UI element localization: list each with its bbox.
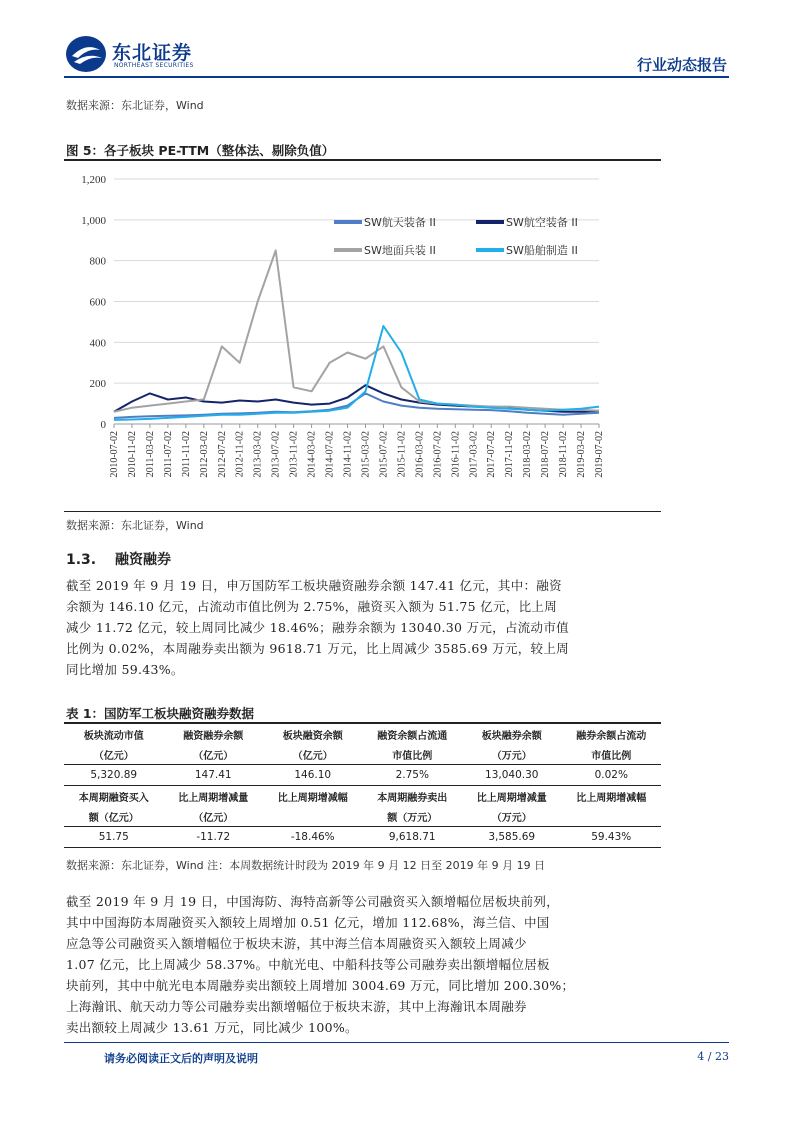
paragraph-line: 余额为 146.10 亿元，占流动市值比例为 2.75%，融资买入额为 51.75 亿元，比上周 (66, 599, 557, 614)
x-tick-label: 2019-07-02 (594, 431, 605, 478)
table-header-cell: 市值比例 (591, 750, 632, 762)
x-tick-label: 2014-03-02 (306, 431, 318, 478)
paragraph-2 (66, 891, 731, 1038)
table-cell: 3,585.69 (488, 831, 536, 843)
table-header-cell: 市值比例 (392, 750, 433, 762)
figure-bottom-rule (64, 511, 661, 512)
report-type: 行业动态报告 (636, 56, 727, 74)
paragraph-line: 同比增加 59.43%。 (66, 662, 184, 677)
paragraph-line: 截至 2019 年 9 月 19 日，中国海防、海特高新等公司融资买入额增幅位居板块前列， (66, 894, 560, 909)
x-tick-label: 2015-03-02 (360, 431, 372, 478)
table-header-cell: 融券余额占流动 (576, 730, 647, 742)
x-tick-label: 2014-07-02 (324, 431, 336, 478)
y-tick-label: 800 (89, 255, 106, 268)
x-tick-label: 2010-11-02 (126, 431, 138, 478)
paragraph-line: 截至 2019 年 9 月 19 日，申万国防军工板块融资融券余额 147.41 亿元，其中：融资 (66, 578, 562, 593)
legend-label: SW航天装备 II (364, 216, 436, 229)
x-tick-label: 2018-11-02 (558, 431, 570, 478)
x-tick-label: 2016-11-02 (450, 431, 462, 478)
table-header-cell: （亿元） (93, 750, 134, 762)
table-header-row (64, 744, 661, 765)
table-header-row (64, 724, 661, 744)
x-tick-label: 2017-07-02 (486, 431, 498, 478)
table-cell: 2.75% (395, 769, 429, 781)
source-note-top: 数据来源：东北证券，Wind (66, 99, 204, 112)
table-row (64, 765, 661, 786)
legend-label: SW地面兵装 II (364, 244, 436, 257)
table-header-cell: （亿元） (193, 750, 234, 762)
table-header-cell: 额（万元） (387, 812, 438, 824)
table-cell: 59.43% (591, 831, 632, 843)
y-tick-label: 200 (89, 378, 106, 391)
table-header-cell: 本周期融资买入 (78, 792, 149, 804)
x-tick-label: 2014-11-02 (342, 431, 354, 478)
x-tick-label: 2013-07-02 (270, 431, 282, 478)
table-header-cell: 本周期融券卖出 (377, 792, 448, 804)
footer-disclaimer: 请务必阅读正文后的声明及说明 (104, 1052, 258, 1065)
paragraph-line: 1.07 亿元，比上周减少 58.37%。中航光电、中船科技等公司融券卖出额增幅位居板 (66, 957, 550, 972)
section-heading (66, 549, 171, 569)
logo-icon (64, 34, 108, 74)
paragraph-line: 块前列，其中中航光电本周融券卖出额较上周增加 3004.69 万元，同比增加 200.30%； (66, 978, 575, 993)
series-line (114, 326, 599, 420)
table-cell: 0.02% (594, 769, 628, 781)
x-tick-label: 2010-07-02 (109, 431, 120, 478)
table-cell: -18.46% (290, 831, 335, 843)
pe-ttm-chart (64, 164, 664, 510)
figure-source: 数据来源：东北证券，Wind (66, 519, 204, 532)
page-number: 4 / 23 (697, 1050, 729, 1063)
table-cell: 13,040.30 (485, 769, 539, 781)
x-tick-label: 2017-03-02 (468, 431, 480, 478)
x-tick-label: 2015-07-02 (378, 431, 390, 478)
table-header-cell: 比上周期增减量 (178, 792, 249, 804)
table-header-cell: （亿元） (292, 750, 333, 762)
footer-divider (64, 1042, 729, 1043)
table-header-cell: （万元） (491, 812, 532, 824)
paragraph-line: 比例为 0.02%，本周融券卖出额为 9618.71 万元，比上周减少 3585.69 万元，较上周 (66, 641, 569, 656)
table-header-cell (263, 806, 363, 827)
table-cell: 146.10 (294, 769, 332, 781)
x-tick-label: 2015-11-02 (396, 431, 408, 478)
figure-top-rule (64, 159, 661, 161)
x-tick-label: 2019-03-02 (576, 431, 588, 478)
x-tick-label: 2012-11-02 (234, 431, 246, 478)
paragraph-line: 上海瀚讯、航天动力等公司融券卖出额增幅位于板块末游，其中上海瀚讯本周融券 (66, 999, 527, 1014)
table-row (64, 827, 661, 848)
table-header-cell (562, 806, 662, 827)
x-tick-label: 2011-07-02 (162, 431, 174, 478)
table-header-cell: 板块融资余额 (282, 730, 343, 742)
header-divider (64, 76, 729, 78)
table-header-row (64, 786, 661, 807)
table-title: 表 1：国防军工板块融资融券数据 (66, 706, 255, 721)
section-title: 融资融券 (115, 552, 171, 568)
table-header-cell: 融资余额占流通 (377, 730, 448, 742)
table-header-cell: （万元） (491, 750, 532, 762)
table-cell: 147.41 (194, 769, 232, 781)
table-header-cell: 板块融券余额 (481, 730, 542, 742)
series-line (114, 251, 599, 412)
y-tick-label: 1,000 (81, 214, 106, 227)
paragraph-1 (66, 575, 731, 680)
table-header-row (64, 806, 661, 827)
x-tick-label: 2018-03-02 (522, 431, 534, 478)
x-tick-label: 2013-11-02 (288, 431, 300, 478)
logo-subtext: NORTHEAST SECURITIES (114, 62, 194, 69)
x-tick-label: 2013-03-02 (252, 431, 264, 478)
table-header-cell: （亿元） (193, 812, 234, 824)
x-tick-label: 2018-07-02 (540, 431, 552, 478)
table-cell: -11.72 (196, 831, 231, 843)
section-number: 1.3. (66, 552, 97, 568)
y-tick-label: 400 (89, 337, 106, 350)
table-header-cell: 板块流动市值 (83, 730, 144, 742)
table-header-cell: 融资融券余额 (183, 730, 244, 742)
legend-label: SW航空装备 II (506, 216, 578, 229)
table-cell: 9,618.71 (388, 831, 436, 843)
table-header-cell: 比上周期增减量 (476, 792, 547, 804)
y-tick-label: 0 (100, 419, 106, 431)
paragraph-line: 卖出额较上周减少 13.61 万元，同比减少 100%。 (66, 1020, 358, 1035)
x-tick-label: 2017-11-02 (504, 431, 516, 478)
table-cell: 5,320.89 (90, 769, 138, 781)
table-header-cell: 比上周期增减幅 (576, 792, 647, 804)
legend-label: SW船舶制造 II (506, 244, 578, 257)
table-source: 数据来源：东北证券，Wind 注：本周数据统计时段为 2019 年 9 月 12 日至 2019 年 9 月 19 日 (66, 859, 546, 872)
x-tick-label: 2012-07-02 (216, 431, 228, 478)
x-tick-label: 2016-07-02 (432, 431, 444, 478)
table-header-cell: 比上周期增减幅 (277, 792, 348, 804)
x-tick-label: 2012-03-02 (198, 431, 210, 478)
paragraph-line: 减少 11.72 亿元，较上周同比减少 18.46%；融券余额为 13040.30 万元，占流动市值 (66, 620, 569, 635)
x-tick-label: 2011-11-02 (180, 431, 192, 477)
paragraph-line: 其中中国海防本周融资买入额较上周增加 0.51 亿元，增加 112.68%，海兰信、中国 (66, 915, 550, 930)
margin-trading-table (64, 724, 661, 848)
paragraph-line: 应急等公司融资买入额增幅位于板块末游，其中海兰信本周融资买入额较上周减少 (66, 936, 527, 951)
x-tick-label: 2016-03-02 (414, 431, 426, 478)
y-tick-label: 1,200 (81, 174, 106, 186)
x-tick-label: 2011-03-02 (144, 431, 156, 478)
y-tick-label: 600 (89, 296, 106, 309)
table-header-cell: 额（亿元） (88, 812, 139, 824)
logo-text: 东北证券 (112, 42, 193, 64)
table-cell: 51.75 (98, 831, 129, 843)
figure-title: 图 5：各子板块 PE-TTM（整体法、剔除负值） (66, 143, 335, 158)
